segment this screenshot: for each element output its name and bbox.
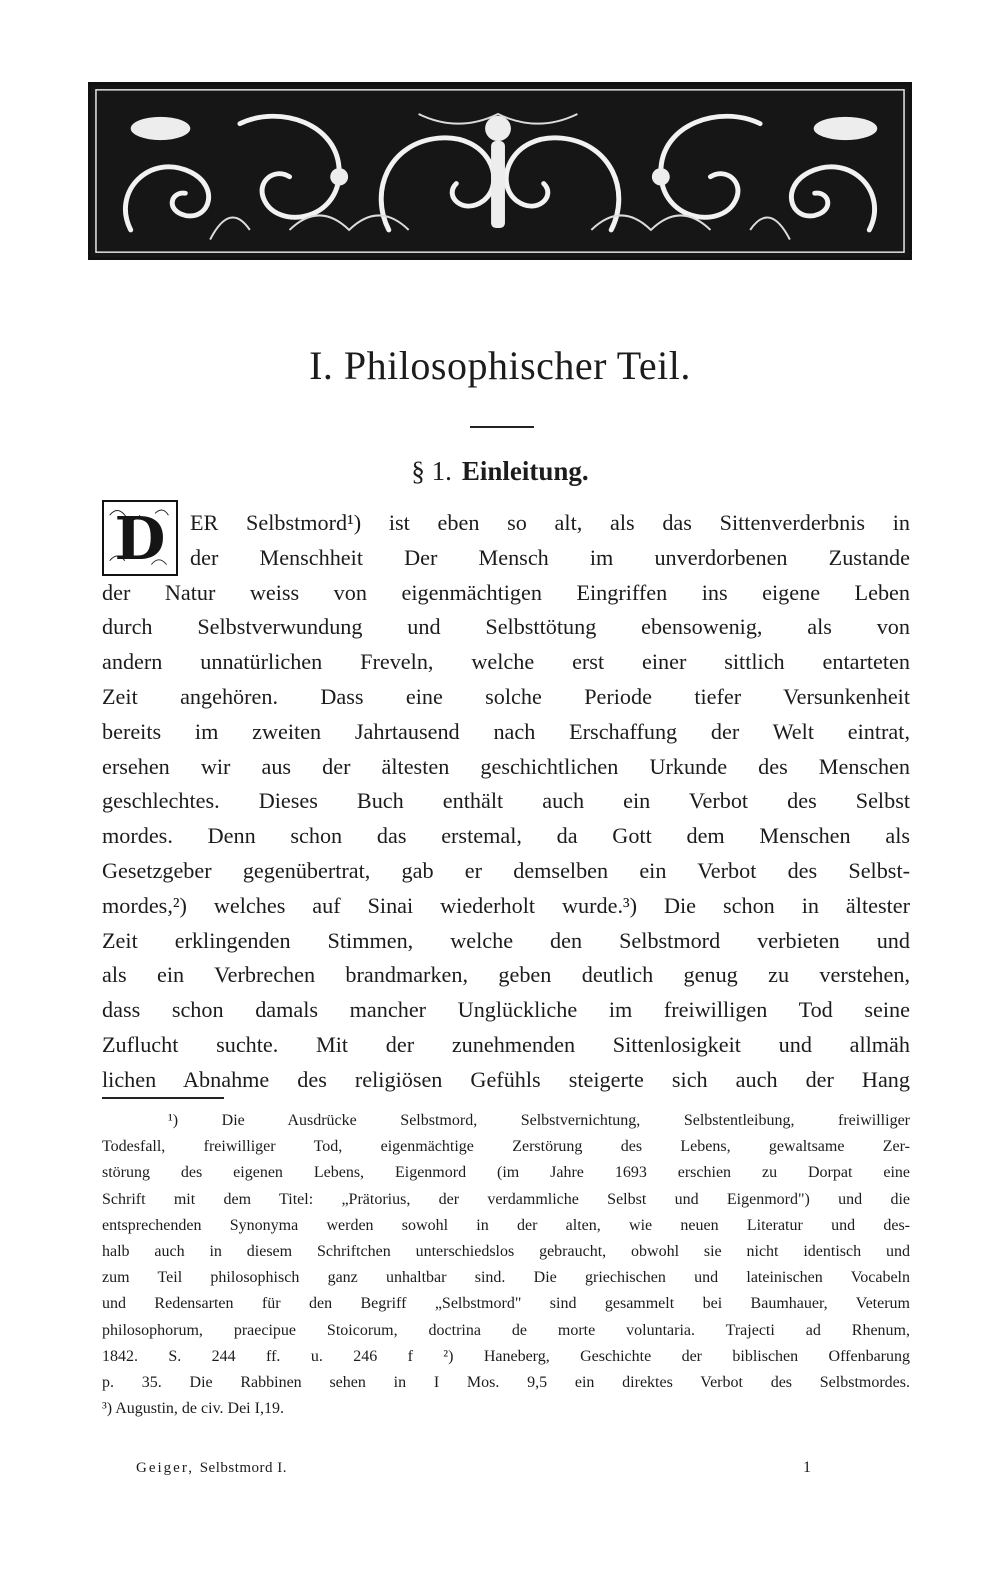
body-line: Gesetzgeber gegenübertrat, gab er demselben ein Verbot des Selbst-: [102, 857, 910, 883]
body-line: bereits im zweiten Jahrtausend nach Erschaffung der Welt eintrat,: [102, 718, 910, 744]
body-line: ersehen wir aus der ältesten geschichtlichen Urkunde des Menschen: [102, 753, 910, 779]
body-line: durch Selbstverwundung und Selbsttötung ebensowenig, als von: [102, 614, 910, 640]
section-sign: § 1.: [411, 456, 452, 486]
footnote-line: und Redensarten für den Begriff „Selbstmord" sind gesammelt bei Baumhauer, Veterum: [102, 1295, 910, 1313]
signature-line: [136, 1460, 287, 1477]
body-line: mordes. Denn schon das erstemal, da Gott dem Menschen als: [102, 823, 910, 849]
footnote-line: entsprechenden Synonyma werden sowohl in der alten, wie neuen Literatur und des-: [102, 1216, 910, 1234]
body-line: dass schon damals mancher Unglückliche im freiwilligen Tod seine: [102, 997, 910, 1023]
signature-author: Geiger,: [136, 1460, 194, 1476]
body-line: ER Selbstmord¹) ist eben so alt, als das Sittenverderbnis in: [190, 510, 910, 535]
page-number: 1: [803, 1459, 811, 1476]
title-divider: [470, 426, 534, 428]
footnote-line: philosophorum, praecipue Stoicorum, doctrina de morte voluntaria. Trajecti ad Rhenum,: [102, 1321, 910, 1339]
ornamental-headpiece-icon: [88, 82, 912, 260]
body-line: der Menschheit Der Mensch im unverdorbenen Zustande: [190, 544, 910, 570]
body-text: [102, 503, 910, 1098]
footnote-line: halb auch in diesem Schriftchen unterschiedslos gebraucht, obwohl sie nicht identisch und: [102, 1243, 910, 1261]
body-line: der Natur weiss von eigenmächtigen Eingriffen ins eigene Leben: [102, 579, 910, 605]
footnote-line: ³) Augustin, de civ. Dei I,19.: [102, 1400, 284, 1418]
part-title: I. Philosophischer Teil.: [309, 343, 691, 388]
body-line: andern unnatürlichen Freveln, welche erst einer sittlich entarteten: [102, 649, 910, 675]
body-line: geschlechtes. Dieses Buch enthält auch ein Verbot des Selbst: [102, 788, 910, 814]
body-line: Zeit angehören. Dass eine solche Periode tiefer Versunkenheit: [102, 683, 910, 709]
footnote-line: zum Teil philosophisch ganz unhaltbar sind. Die griechischen und lateinischen Vocabeln: [102, 1269, 910, 1287]
footnote-line: Todesfall, freiwilliger Tod, eigenmächtige Zerstörung des Lebens, gewaltsame Zer-: [102, 1138, 910, 1156]
body-line: mordes,²) welches auf Sinai wiederholt wurde.³) Die schon in ältester: [102, 892, 910, 918]
body-line: Zuflucht suchte. Mit der zunehmenden Sittenlosigkeit und allmäh: [102, 1031, 910, 1057]
footnote-line: störung des eigenen Lebens, Eigenmord (im Jahre 1693 erschien zu Dorpat eine: [102, 1164, 910, 1182]
initial-letter: D: [114, 503, 166, 573]
body-line: als ein Verbrechen brandmarken, geben deutlich genug zu verstehen,: [102, 962, 910, 988]
footnotes: [102, 1108, 910, 1422]
footnote-line: Schrift mit dem Titel: „Prätorius, der verdammliche Selbst und Eigenmord") und die: [102, 1190, 910, 1208]
section-heading: [0, 456, 1000, 487]
body-line: lichen Abnahme des religiösen Gefühls steigerte sich auch der Hang: [102, 1066, 910, 1092]
body-line: Zeit erklingenden Stimmen, welche den Selbstmord verbieten und: [102, 927, 910, 953]
footnote-line: 1842. S. 244 ff. u. 246 f ²) Haneberg, Geschichte der biblischen Offenbarung: [102, 1347, 910, 1365]
footnote-divider: [102, 1097, 224, 1099]
section-title: Einleitung.: [461, 456, 589, 486]
signature-title: Selbstmord I.: [199, 1460, 288, 1476]
footnote-line: ¹) Die Ausdrücke Selbstmord, Selbstvernichtung, Selbstentleibung, freiwilliger: [168, 1112, 910, 1129]
footnote-line: p. 35. Die Rabbinen sehen in I Mos. 9,5 ein direktes Verbot des Selbstmordes.: [102, 1374, 910, 1392]
